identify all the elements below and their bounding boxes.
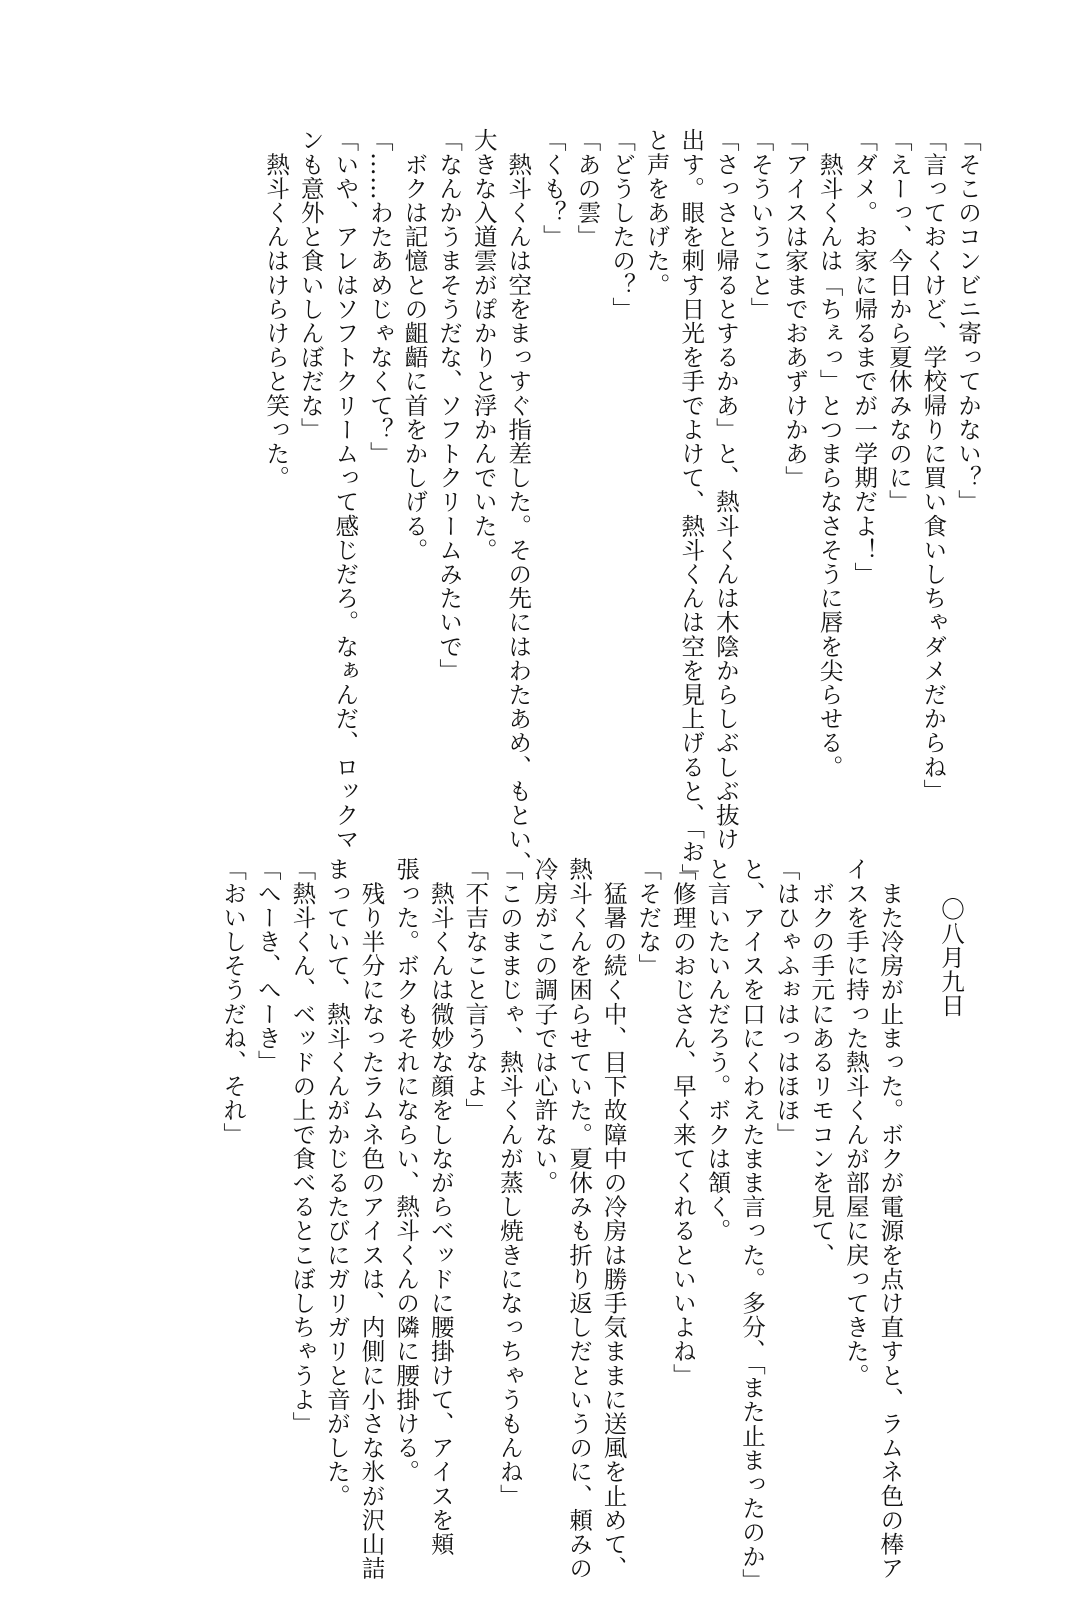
text-line: 「……わたあめじゃなくて？」 xyxy=(365,128,394,466)
text-line: 「そだな」 xyxy=(634,857,663,978)
text-line: まっていて、熱斗くんがかじるたびにガリガリと音がした。 xyxy=(322,857,351,1508)
text-line: 「いや、アレはソフトクリームって感じだろ。なぁんだ、ロックマ xyxy=(331,128,360,851)
text-line: 冷房がこの調子では心許ない。 xyxy=(530,857,559,1195)
text-line: 出す。眼を刺す日光を手でよけて、熱斗くんは空を見上げると、「お」 xyxy=(677,128,706,888)
text-line: 「言っておくけど、学校帰りに買い食いしちゃダメだからね」 xyxy=(919,128,948,803)
text-line: 「なんかうまそうだな、ソフトクリームみたいで」 xyxy=(435,128,464,683)
text-line: 「へーき、へーき」 xyxy=(253,857,282,1074)
text-line: 「えーっ、今日から夏休みなのに」 xyxy=(884,128,913,514)
text-line: 大きな入道雲がぽかりと浮かんでいた。 xyxy=(469,128,498,562)
text-line: イスを手に持った熱斗くんが部屋に戻ってきた。 xyxy=(841,857,870,1388)
section-heading: 〇八月九日 xyxy=(937,897,965,1018)
text-line: 「このままじゃ、熱斗くんが蒸し焼きになっちゃうもんね」 xyxy=(495,857,524,1508)
text-line: ボクは記憶との齟齬に首をかしげる。 xyxy=(400,128,429,562)
text-line: と声をあげた。 xyxy=(642,128,671,297)
text-line: 猛暑の続く中、目下故障中の冷房は勝手気ままに送風を止めて、 xyxy=(599,857,628,1580)
text-line: 熱斗くんを困らせていた。夏休みも折り返しだというのに、頼みの xyxy=(565,857,594,1580)
text-line: ンも意外と食いしんぼだな」 xyxy=(296,128,325,442)
text-line: 「熱斗くん、ベッドの上で食べるとこぼしちゃうよ」 xyxy=(288,857,317,1436)
text-line: 「そういうこと」 xyxy=(746,128,775,321)
text-line: 「アイスは家までおあずけかあ」 xyxy=(781,128,810,490)
text-line: また冷房が止まった。ボクが電源を点け直すと、ラムネ色の棒ア xyxy=(876,857,905,1580)
text-line: 「ダメ。お家に帰るまでが一学期だよ！」 xyxy=(850,128,879,586)
text-line: と言いたいんだろう。ボクは頷く。 xyxy=(703,857,732,1243)
text-line: 「はひゃふぉはっはほほ」 xyxy=(772,857,801,1147)
text-line: 「そこのコンビニ寄ってかない？」 xyxy=(954,128,982,514)
text-block-top xyxy=(259,128,985,888)
text-line: 「さっさと帰るとするかあ」と、熱斗くんは木陰からしぶしぶ抜け xyxy=(711,128,740,851)
text-line: 「くも？」 xyxy=(538,128,567,249)
text-line: ボクの手元にあるリモコンを見て、 xyxy=(807,857,836,1267)
text-line: 「どうしたの？」 xyxy=(608,128,637,321)
text-line: 「あの雲」 xyxy=(573,128,602,249)
text-line: 「修理のおじさん、早く来てくれるといいよね」 xyxy=(668,857,697,1388)
text-block-bottom xyxy=(216,857,968,1593)
text-line: 熱斗くんはけらけらと笑った。 xyxy=(262,128,291,490)
text-line: 「不吉なこと言うなよ」 xyxy=(461,857,490,1123)
text-line: 残り半分になったラムネ色のアイスは、内側に小さな氷が沢山詰 xyxy=(357,857,386,1580)
text-line: 熱斗くんは空をまっすぐ指差した。その先にはわたあめ、もとい、 xyxy=(504,128,533,876)
text-line: 張った。ボクもそれにならい、熱斗くんの隣に腰掛ける。 xyxy=(392,857,421,1484)
text-line: と、アイスを口にくわえたまま言った。多分、「また止まったのか」 xyxy=(738,857,767,1593)
text-line: 熱斗くんは「ちぇっ」とつまらなさそうに唇を尖らせる。 xyxy=(815,128,844,779)
text-line: 熱斗くんは微妙な顔をしながらベッドに腰掛けて、アイスを頬 xyxy=(426,857,455,1556)
text-line: 「おいしそうだね、それ」 xyxy=(219,857,248,1147)
